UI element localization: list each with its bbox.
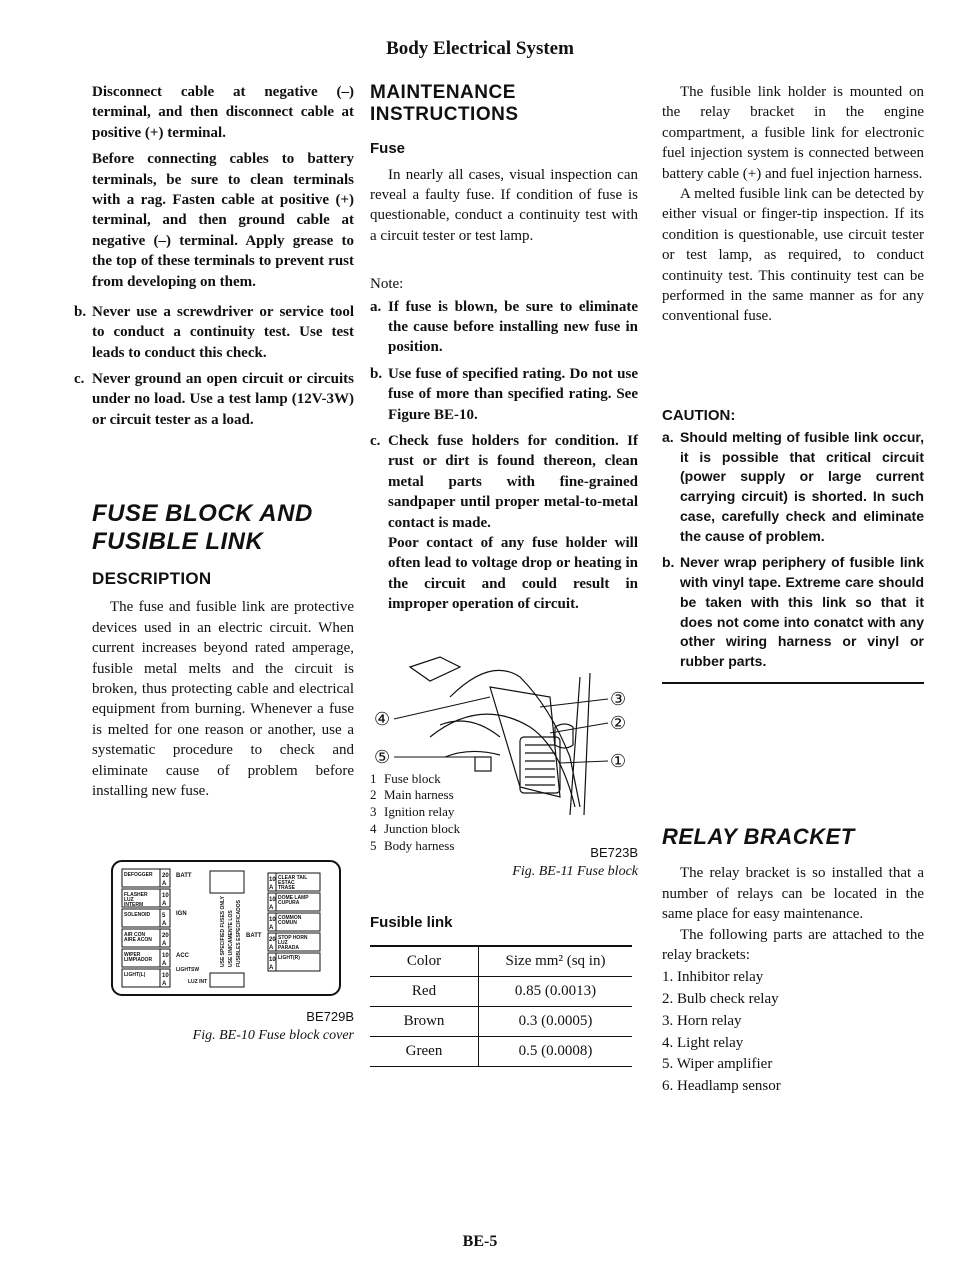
- section-title-line: FUSIBLE LINK: [92, 527, 264, 555]
- page-number: BE-5: [462, 1233, 498, 1250]
- table-header-cell: Color: [370, 946, 479, 977]
- caution-item: [662, 428, 924, 547]
- list-text: Never ground an open circuit or circuits under no load. Use a test lamp (12V-3W) or circuit tester as a load.: [92, 371, 354, 428]
- fuse-label: LUZ: [124, 897, 134, 904]
- list-marker: b.: [74, 303, 87, 320]
- list-text: Check fuse holders for condition. If rust or dirt is found thereon, clean metal parts with fine-grained sandpaper until proper metal-to-metal contact is made.: [388, 432, 638, 531]
- fuse-vertical-text: USE UNICAMENTE LOS: [228, 910, 234, 968]
- legend-item: 5 Body harness: [370, 838, 455, 854]
- fuse-amp: A: [162, 941, 167, 948]
- table-cell: Green: [370, 1036, 479, 1066]
- list-item: 3. Horn relay: [662, 1012, 742, 1029]
- fuse-amp: A: [162, 961, 167, 968]
- section-title-relay-bracket: RELAY BRACKET: [662, 824, 855, 850]
- legend-item: 3 Ignition relay: [370, 804, 455, 820]
- note-item: [370, 431, 638, 533]
- fuse-amp: 10: [162, 973, 169, 980]
- fuse-center-label: LIGHTSW: [176, 967, 200, 974]
- figure-code: BE723B: [590, 844, 638, 860]
- fuse-center-label: IGN: [176, 911, 187, 918]
- fuse-amp: 10: [162, 893, 169, 900]
- section-divider: [662, 682, 924, 684]
- section-title-fuse-block: [92, 500, 354, 555]
- callout-1: ①: [610, 750, 627, 772]
- list-marker: a.: [662, 428, 674, 445]
- fuse-amp: A: [269, 925, 274, 932]
- fuse-label: COMMON: [278, 915, 302, 922]
- list-text: Never use a screwdriver or service tool to conduct a continuity test. Use test leads to conduct this check.: [92, 303, 354, 361]
- table-cell: 0.5 (0.0008): [479, 1036, 633, 1066]
- intro-paragraph-2: Before connecting cables to battery terminals, be sure to clean terminals with a rag. Fasten cable at positive (+) terminal, and then ground cable at negative (–) terminal. Apply grease to the top of these terminals to prevent rust from developing on them.: [92, 151, 354, 290]
- fuse-label: DOME LAMP: [278, 895, 309, 902]
- figure-caption: Fig. BE-11 Fuse block: [512, 863, 638, 879]
- fuse-amp: 20: [162, 873, 169, 880]
- fuse-label: TRASE: [278, 885, 295, 892]
- fuse-amp: 10: [269, 917, 276, 924]
- list-marker: c.: [74, 371, 85, 388]
- callout-4: ④: [374, 708, 391, 730]
- fuse-label: STOP HORN: [278, 935, 308, 942]
- callout-3: ③: [610, 688, 627, 710]
- note-item: [370, 364, 638, 425]
- list-marker: b.: [370, 365, 383, 382]
- fuse-paragraph: In nearly all cases, visual inspection can reveal a faulty fuse. If condition of fuse is questionable, conduct a continuity test with a circuit tester or test lamp.: [370, 166, 638, 244]
- fuse-label: SOLENOID: [124, 912, 151, 919]
- fuse-center-label: LUZ INT: [188, 979, 208, 986]
- table-cell: 0.3 (0.0005): [479, 1006, 633, 1036]
- fuse-block-cover-figure: [92, 855, 354, 1005]
- legend-item: 2 Main harness: [370, 787, 454, 803]
- table-row: [370, 976, 632, 1006]
- fusible-link-heading: Fusible link: [370, 913, 453, 931]
- fuse-amp: A: [269, 885, 274, 892]
- fuse-amp: A: [162, 921, 167, 928]
- fuse-center-label: BATT: [246, 933, 262, 940]
- table-header-cell: Size mm² (sq in): [479, 946, 633, 977]
- relay-list: [662, 967, 924, 1098]
- list-item: 5. Wiper amplifier: [662, 1056, 773, 1073]
- list-item: 6. Headlamp sensor: [662, 1078, 781, 1095]
- page-header: Body Electrical System: [386, 38, 574, 59]
- fuse-amp: 10: [269, 897, 276, 904]
- fusible-link-paragraph-1: The fusible link holder is mounted on the relay bracket in the engine compartment, a fusible link for electronic fuel injection system is connected between battery cable (+) and fuel injection harness.: [662, 84, 924, 182]
- fusible-link-paragraph-2: A melted fusible link can be detected by either visual or finger-tip inspection. If its condition is questionable, use circuit tester or test lamp, as required, to conduct continuity test. This continuity test can be performed in the same manner as for any conventional fuse.: [662, 185, 924, 325]
- table-row: [370, 1036, 632, 1066]
- legend-item: 1 Fuse block: [370, 770, 441, 786]
- list-item: [74, 369, 354, 430]
- fuse-amp: 10: [269, 957, 276, 964]
- fuse-heading: Fuse: [370, 139, 406, 157]
- fuse-amp: 10: [162, 953, 169, 960]
- fuse-center-label: ACC: [176, 953, 189, 960]
- note-extra: Poor contact of any fuse holder will often lead to voltage drop or heating in the circuit and could result in improper operation of circuit.: [388, 534, 638, 613]
- fuse-amp: A: [162, 881, 167, 888]
- note-label: Note:: [370, 276, 404, 293]
- fuse-label: INTERM: [124, 902, 144, 909]
- relay-paragraph-2: The following parts are attached to the relay brackets:: [662, 926, 924, 964]
- list-text: Never wrap periphery of fusible link with vinyl tape. Extreme care should be taken with this link so that it does not come into conatct with any other wiring harness or vinyl or rubber parts.: [680, 553, 924, 670]
- table-row: [370, 1006, 632, 1036]
- fuse-label: LIGHT(R): [278, 955, 300, 962]
- fuse-amp: A: [162, 981, 167, 988]
- fuse-amp: A: [269, 965, 274, 972]
- list-text: Use fuse of specified rating. Do not use fuse of more than specified rating. See Figure BE-10.: [388, 365, 638, 423]
- fuse-amp: A: [269, 905, 274, 912]
- fuse-amp: 20: [162, 933, 169, 940]
- table-cell: Red: [370, 976, 479, 1006]
- callout-5: ⑤: [374, 746, 391, 768]
- fuse-label: LIGHT(L): [124, 972, 146, 979]
- fuse-amp: A: [269, 945, 274, 952]
- list-text: If fuse is blown, be sure to eliminate the cause before installing new fuse in position.: [388, 298, 638, 356]
- legend-item: 4 Junction block: [370, 821, 461, 837]
- column-right: [662, 82, 924, 1098]
- table-cell: Brown: [370, 1006, 479, 1036]
- fuse-label: AIR CON: [124, 932, 146, 939]
- fuse-label: LUZ: [278, 940, 288, 947]
- list-item: 4. Light relay: [662, 1034, 744, 1051]
- fuse-amp: 20: [269, 937, 276, 944]
- fuse-amp: 10: [269, 877, 276, 884]
- column-left: [74, 82, 354, 1044]
- fuse-label: ESTAC: [278, 880, 295, 887]
- figure-code: BE729B: [306, 1009, 354, 1025]
- fuse-label: PARADA: [278, 945, 300, 952]
- note-item: [370, 297, 638, 358]
- section-title-line: FUSE BLOCK AND: [92, 500, 313, 528]
- fuse-label: DEFOGGER: [124, 872, 153, 879]
- fuse-label: FLASHER: [124, 892, 148, 899]
- list-marker: b.: [662, 553, 675, 570]
- fuse-label: AIRE ACON: [124, 937, 152, 944]
- figure-caption: Fig. BE-10 Fuse block cover: [192, 1028, 354, 1044]
- description-heading: DESCRIPTION: [92, 569, 212, 589]
- fuse-label: CUPURA: [278, 900, 300, 907]
- fuse-vertical-text: USE SPECIFIED FUSES ONLY: [220, 896, 226, 968]
- fuse-center-box: [210, 871, 244, 893]
- table-header-row: [370, 946, 632, 977]
- section-title-line: INSTRUCTIONS: [370, 103, 519, 125]
- callout-2: ②: [610, 712, 627, 734]
- caution-heading: CAUTION:: [662, 406, 736, 424]
- fuse-label: CLEAR TAIL: [278, 875, 308, 882]
- list-marker: c.: [370, 432, 381, 449]
- list-item: [74, 302, 354, 363]
- fuse-amp: A: [162, 901, 167, 908]
- section-title-line: MAINTENANCE: [370, 82, 516, 103]
- fuse-amp: 5: [162, 913, 166, 920]
- list-marker: a.: [370, 298, 382, 315]
- fuse-center-label: BATT: [176, 873, 192, 880]
- fuse-center-box: [210, 973, 244, 987]
- list-item: 2. Bulb check relay: [662, 991, 779, 1008]
- list-item: 1. Inhibitor relay: [662, 969, 764, 986]
- fuse-vertical-text: FUSIBLES ESPECIFICADOS: [236, 900, 242, 968]
- intro-paragraph-1: Disconnect cable at negative (–) terminal, and then disconnect cable at positive (+) terminal.: [92, 84, 354, 141]
- column-middle: [370, 82, 638, 1067]
- figure-legend: [370, 771, 638, 855]
- fuse-label: WIPER: [124, 952, 141, 959]
- fuse-label: COMUN: [278, 920, 297, 927]
- fuse-label: LIMPIADOR: [124, 957, 153, 964]
- table-cell: 0.85 (0.0013): [479, 976, 633, 1006]
- caution-item: [662, 553, 924, 672]
- caution-block: [662, 407, 924, 673]
- list-text: Should melting of fusible link occur, it is possible that critical circuit (power supply or large current carrying circuit) is shorted. In such case, carefully check and eliminate the cause of problem.: [680, 428, 924, 545]
- section-title-maintenance: [370, 82, 638, 126]
- description-paragraph: The fuse and fusible link are protective devices used in an electric circuit. When current increases beyond rated amperage, fusible metal melts and the circuit is broken, thus protecting cable and electrical equipment from burning. Whenever a fuse is melted for one reason or another, use a systematic procedure to check and eliminate cause of problem before installing new fuse.: [92, 599, 354, 799]
- fusible-link-table: [370, 945, 632, 1067]
- relay-paragraph-1: The relay bracket is so installed that a number of relays can be located in the same place for easy maintenance.: [662, 865, 924, 923]
